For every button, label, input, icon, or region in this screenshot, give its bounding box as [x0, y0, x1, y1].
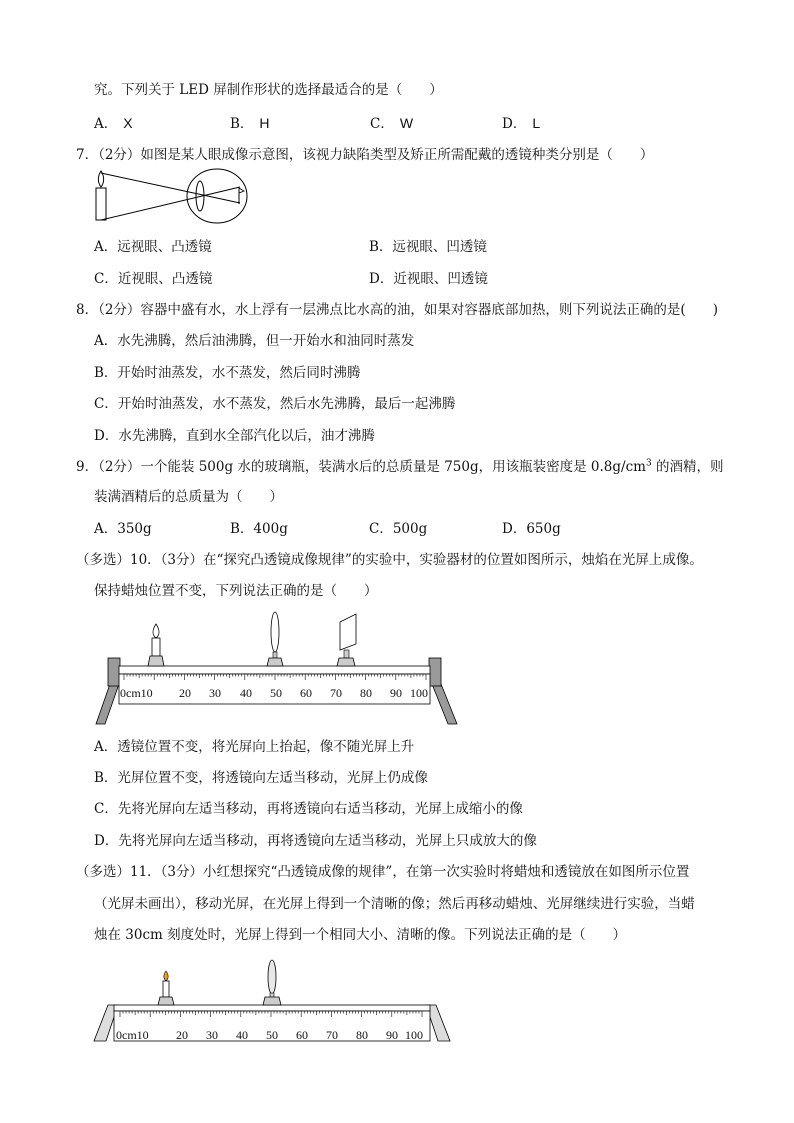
q6-option-d[interactable]: [502, 113, 540, 134]
q7-option-c[interactable]: C．近视眼、凸透镜: [94, 271, 213, 287]
ruler2-label-60: 60: [296, 1028, 308, 1042]
candle-holder-1: [148, 656, 164, 666]
bench-left-end: [108, 658, 120, 686]
candle-on-bench2: [158, 971, 174, 1005]
ruler2-label-90: 90: [386, 1028, 398, 1042]
q6-option-d-text: L: [532, 115, 541, 131]
ray-upper: [101, 173, 240, 203]
screen-on-bench: [337, 614, 356, 666]
q6-option-b-text: H: [259, 115, 270, 131]
q10-option-b[interactable]: B．光屏位置不变，将透镜向左适当移动，光屏上仍成像: [94, 770, 428, 786]
q6-option-a-label: A．: [94, 116, 118, 132]
q6-option-b-label: B．: [230, 116, 254, 132]
q10-option-a[interactable]: A．透镜位置不变，将光屏向上抬起，像不随光屏上升: [94, 739, 415, 755]
screen-post: [344, 650, 349, 658]
optical-bench-figure-1: [92, 610, 462, 730]
ruler1-label-0: 0cm10: [120, 686, 153, 700]
bench-rail: [119, 666, 430, 674]
light-screen: [340, 614, 356, 650]
q6-option-a[interactable]: [94, 113, 133, 134]
ruler1-label-90: 90: [390, 686, 402, 700]
ruler2-label-100: 100: [405, 1028, 423, 1042]
q7-option-a[interactable]: A．远视眼、凸透镜: [94, 239, 212, 255]
ruler2-label-30: 30: [206, 1028, 218, 1042]
candle-stick-2: [163, 981, 169, 997]
ruler1-label-50: 50: [270, 686, 282, 700]
q9-stem: [76, 457, 723, 477]
q8-option-c[interactable]: C．开始时油蒸发，水不蒸发，然后水先沸腾，最后一起沸腾: [94, 396, 456, 412]
candle-stick-1: [152, 638, 160, 656]
ruler2-label-80: 80: [356, 1028, 368, 1042]
candle-body: [96, 188, 106, 220]
q6-option-c-text: W: [399, 115, 414, 131]
screen-holder: [337, 658, 355, 666]
lens-holder-2: [263, 997, 281, 1005]
q8-option-a[interactable]: A．水先沸腾，然后油沸腾，但一开始水和油同时蒸发: [94, 333, 415, 349]
q9-stem-b: 的酒精，则: [651, 459, 724, 475]
ruler2-label-50: 50: [266, 1028, 278, 1042]
ruler2-label-70: 70: [326, 1028, 338, 1042]
eye-diagram: [92, 168, 262, 228]
q9-option-c[interactable]: C．500g: [369, 521, 428, 537]
candle-flame-2: [164, 971, 169, 981]
q9-stem-line2: 装满酒精后的总质量为（ ）: [94, 489, 283, 505]
q8-option-b[interactable]: B．开始时油蒸发，水不蒸发，然后同时沸腾: [94, 365, 361, 381]
optical-bench-figure-2: [92, 955, 452, 1050]
q10-stem-line2: 保持蜡烛位置不变，下列说法正确的是（ ）: [94, 583, 378, 599]
q6-option-b[interactable]: [230, 113, 270, 134]
candle-on-bench: [148, 624, 164, 666]
image-flame: [239, 188, 244, 193]
q9-option-b[interactable]: B．400g: [230, 521, 288, 537]
ruler1-label-40: 40: [240, 686, 252, 700]
lens-post-1: [273, 652, 277, 658]
bench-right-leg: [432, 684, 457, 724]
q10-stem-line1: （多选）10．（3分）在“探究凸透镜成像规律”的实验中，实验器材的位置如图所示，烛焰在光屏上成像。: [76, 552, 703, 568]
bench-right-end: [429, 658, 441, 686]
ruler1-label-20: 20: [179, 686, 191, 700]
lens-on-bench: [267, 612, 283, 666]
q9-option-a[interactable]: A．350g: [94, 521, 152, 537]
ruler1-label-60: 60: [300, 686, 312, 700]
ruler1-label-70: 70: [330, 686, 342, 700]
q6-option-c[interactable]: [370, 113, 413, 134]
q9-option-d[interactable]: D．650g: [502, 521, 561, 537]
ruler1-label-100: 100: [410, 686, 428, 700]
q8-option-d[interactable]: D．水先沸腾，直到水全部汽化以后，油才沸腾: [94, 428, 375, 444]
candle-flame-1: [153, 624, 159, 638]
q6-option-d-label: D．: [502, 116, 527, 132]
ruler1-label-80: 80: [360, 686, 372, 700]
q11-stem-line2: （光屏未画出），移动光屏，在光屏上得到一个清晰的像；然后再移动蜡烛、光屏继续进行实验，当蜡: [94, 896, 695, 912]
q7-option-d[interactable]: D．近视眼、凹透镜: [369, 271, 488, 287]
ruler2-label-20: 20: [176, 1028, 188, 1042]
bench-left-leg: [96, 684, 119, 724]
ruler1-label-30: 30: [209, 686, 221, 700]
q10-option-d[interactable]: D．先将光屏向左适当移动，再将透镜向左适当移动，光屏上只成放大的像: [94, 833, 537, 849]
bench2-rail: [114, 1005, 430, 1011]
candle-holder-2: [158, 997, 174, 1005]
q6-stem-continuation: 究。下列关于 LED 屏制作形状的选择最适合的是（ ）: [94, 82, 443, 98]
q9-stem-a: 9．（2分）一个能装 500g 水的玻璃瓶，装满水后的总质量是 750g，用该瓶装密度是 0.8g/cm: [76, 459, 646, 475]
q8-stem: 8．（2分）容器中盛有水，水上浮有一层沸点比水高的油，如果对容器底部加热，则下列说法正确的是( ): [76, 302, 718, 318]
q7-option-b[interactable]: B．远视眼、凹透镜: [369, 239, 487, 255]
q11-stem-line1: （多选）11．（3分）小红想探究“凸透镜成像的规律”，在第一次实验时将蜡烛和透镜放在如图所示位置: [76, 864, 690, 880]
q6-option-c-label: C．: [370, 116, 394, 132]
convex-lens-1: [271, 612, 279, 652]
q10-option-c[interactable]: C．先将光屏向左适当移动，再将透镜向右适当移动，光屏上成缩小的像: [94, 801, 523, 817]
ray-lower: [101, 187, 240, 220]
q9-stem-sup: 3: [645, 458, 652, 469]
q6-option-a-text: X: [123, 115, 133, 131]
lens-holder-1: [267, 658, 283, 666]
convex-lens-2: [268, 960, 276, 994]
q7-stem: 7．（2分）如图是某人眼成像示意图，该视力缺陷类型及矫正所需配戴的透镜种类分别是（ ）: [76, 147, 654, 163]
lens-on-bench2: [263, 960, 281, 1005]
ruler2-label-0: 0cm10: [116, 1028, 149, 1042]
q11-stem-line3: 烛在 30cm 刻度处时，光屏上得到一个相同大小、清晰的像。下列说法正确的是（ ）: [94, 927, 627, 943]
ruler2-label-40: 40: [236, 1028, 248, 1042]
